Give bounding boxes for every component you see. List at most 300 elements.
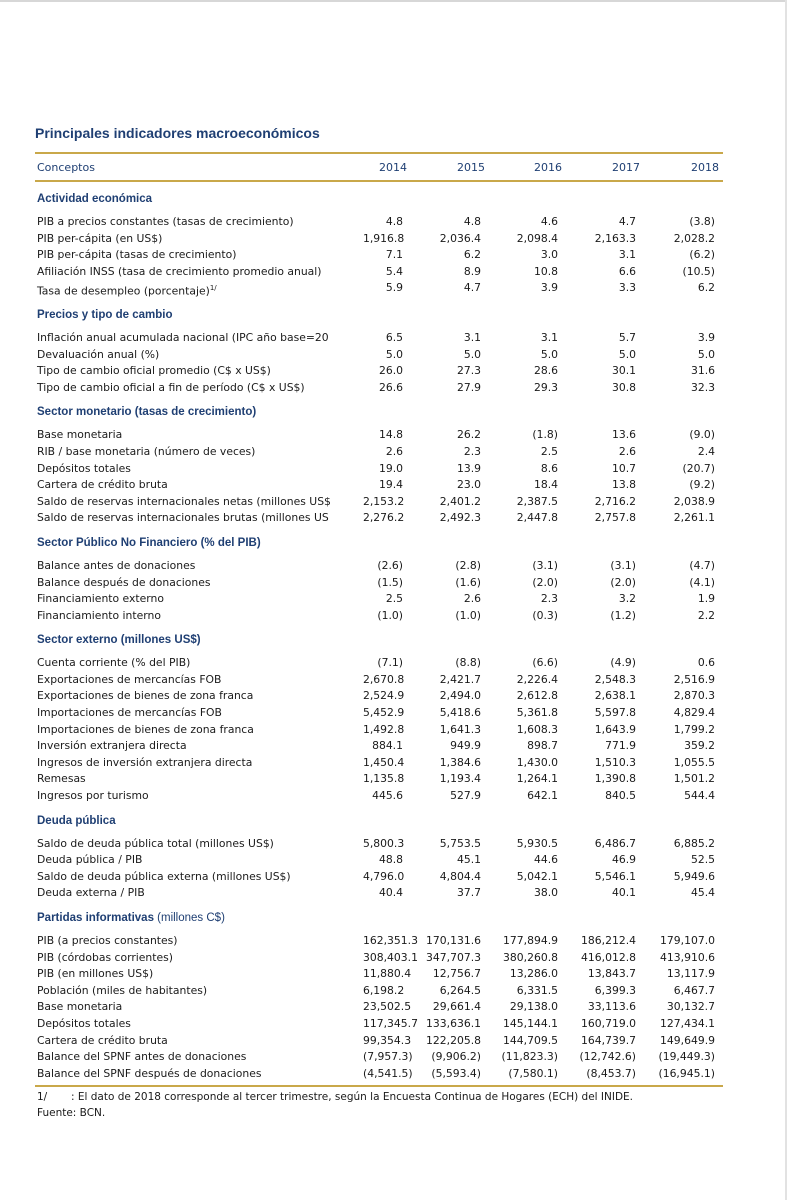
table-row [35, 771, 723, 788]
cell-value: (2.8) [455, 558, 481, 572]
row-label-text: Depósitos totales [37, 1016, 131, 1030]
cell-value: 3.1 [463, 330, 481, 344]
cell-value: 3.1 [540, 330, 558, 344]
cell-value: 2,153.2 [363, 494, 405, 508]
cell-value: (6.6) [532, 656, 558, 670]
cell-value: 7.1 [385, 248, 403, 262]
row-label [35, 1033, 363, 1050]
cell-value: 4.7 [618, 215, 636, 228]
cell-value: 413,910.6 [660, 950, 715, 964]
table-row [35, 852, 723, 869]
cell-value: 160,719.0 [581, 1016, 636, 1030]
section-heading [35, 191, 723, 208]
row-label [35, 852, 363, 869]
cell-value: 2.6 [618, 444, 636, 458]
cell-value: 6.2 [697, 281, 715, 295]
cell-value: 28.6 [533, 364, 558, 378]
section-title: Precios y tipo de cambio [37, 308, 173, 321]
row-label [35, 231, 363, 248]
cell-value: 2,036.4 [439, 231, 481, 245]
cell-value: 5,042.1 [516, 869, 558, 883]
row-label [35, 280, 363, 297]
row-label-text: Cartera de crédito bruta [37, 478, 168, 492]
table-row [35, 494, 723, 511]
row-label-text: Ingresos de inversión extranjera directa [37, 755, 253, 769]
table-row [35, 214, 723, 231]
row-label [35, 591, 363, 608]
cell-value: 13.9 [456, 461, 481, 475]
cell-value: 3.9 [540, 281, 558, 295]
row-label-text: Base monetaria [37, 1000, 123, 1014]
row-label [35, 380, 363, 397]
cell-value: 2,276.2 [363, 511, 405, 525]
row-label-text: Base monetaria [37, 428, 123, 442]
row-label-text: Devaluación anual (%) [37, 347, 160, 361]
table-row [35, 1066, 723, 1083]
cell-value: 2,387.5 [516, 494, 558, 508]
cell-value: 5.0 [463, 347, 481, 361]
row-label-text: Financiamiento externo [37, 592, 164, 606]
cell-value: (1.6) [455, 575, 481, 589]
cell-value: (7,580.1) [508, 1066, 558, 1080]
cell-value: 5,546.1 [594, 869, 636, 883]
row-label-text: Saldo de deuda pública total (millones US$) [37, 836, 274, 850]
table-row [35, 380, 723, 397]
cell-value: 1,916.8 [363, 231, 405, 245]
footnote-mark: 1/ [37, 1091, 48, 1104]
table-row [35, 999, 723, 1016]
header-year: 2018 [691, 160, 719, 174]
cell-value: 3.2 [618, 592, 636, 606]
cell-value: 2.6 [385, 444, 403, 458]
section-title: Sector Público No Financiero (% del PIB) [37, 536, 261, 549]
row-label-text: RIB / base monetaria (número de veces) [37, 444, 256, 458]
cell-value: 14.8 [378, 428, 403, 442]
cell-value: (1.5) [377, 575, 403, 589]
cell-value: 127,434.1 [660, 1016, 715, 1030]
cell-value: 5,418.6 [439, 706, 481, 720]
cell-value: 44.6 [533, 853, 558, 867]
row-label [35, 494, 363, 511]
cell-value: 1,608.3 [516, 722, 558, 736]
table-body [35, 191, 723, 1082]
cell-value: 13,286.0 [509, 967, 558, 981]
row-label-text: Tipo de cambio oficial a fin de período (C$ x US$) [37, 380, 305, 394]
cell-value: 8.9 [463, 264, 481, 278]
section-title: Actividad económica [37, 193, 153, 205]
section-title: Sector externo (millones US$) [37, 634, 201, 647]
cell-value: 10.7 [611, 461, 636, 475]
cell-value: (11,823.3) [501, 1050, 558, 1064]
cell-value: 5,452.9 [363, 706, 405, 720]
row-label-text: Cartera de crédito bruta [37, 1033, 168, 1047]
row-label [35, 1016, 363, 1033]
cell-value: 26.2 [456, 428, 481, 442]
cell-value: 6,467.7 [673, 983, 715, 997]
cell-value: 771.9 [605, 739, 636, 753]
cell-value: (10.5) [682, 264, 715, 278]
cell-value: 2,757.8 [594, 511, 636, 525]
cell-value: (1.0) [455, 608, 481, 622]
cell-value: (12,742.6) [579, 1050, 636, 1064]
row-label [35, 264, 363, 281]
row-label [35, 347, 363, 364]
section-heading [35, 813, 723, 830]
table-row [35, 933, 723, 950]
cell-value: 11,880.4 [363, 967, 412, 981]
table-row [35, 280, 723, 297]
cell-value: 5.0 [618, 347, 636, 361]
row-label [35, 983, 363, 1000]
row-label-text: Remesas [37, 772, 86, 786]
cell-value: 2,163.3 [594, 231, 636, 245]
row-label [35, 836, 363, 853]
cell-value: 4,804.4 [439, 869, 481, 883]
cell-value: 5,597.8 [594, 706, 636, 720]
row-label [35, 558, 363, 575]
table-row [35, 444, 723, 461]
table-row [35, 427, 723, 444]
row-label-text: Saldo de reservas internacionales brutas (millones US [37, 511, 329, 525]
table-row [35, 885, 723, 902]
cell-value: (2.6) [377, 558, 403, 572]
table-row [35, 1033, 723, 1050]
row-label-text: Balance antes de donaciones [37, 558, 196, 572]
table-row [35, 672, 723, 689]
cell-value: (8,453.7) [586, 1066, 636, 1080]
cell-value: 46.9 [611, 853, 636, 867]
cell-value: 162,351.3 [363, 934, 418, 947]
cell-value: 6.5 [385, 330, 403, 344]
row-label-text: PIB (córdobas corrientes) [37, 950, 173, 964]
cell-value: (2.0) [610, 575, 636, 589]
row-label [35, 477, 363, 494]
page-title: Principales indicadores macroeconómicos [35, 125, 320, 141]
row-label [35, 722, 363, 739]
top-border [0, 0, 787, 2]
row-label-text: PIB per-cápita (en US$) [37, 231, 163, 245]
cell-value: 4,829.4 [673, 706, 715, 720]
cell-value: 2.6 [463, 592, 481, 606]
cell-value: 122,205.8 [426, 1033, 481, 1047]
cell-value: 5.0 [697, 347, 715, 361]
table-row [35, 558, 723, 575]
cell-value: 26.6 [378, 380, 403, 394]
cell-value: (19,449.3) [658, 1050, 715, 1064]
row-label [35, 933, 363, 950]
row-label-text: Exportaciones de bienes de zona franca [37, 689, 254, 703]
cell-value: 2.3 [463, 444, 481, 458]
table-row [35, 836, 723, 853]
cell-value: (3.8) [689, 215, 715, 228]
row-label-text: Importaciones de bienes de zona franca [37, 722, 254, 736]
cell-value: 40.1 [611, 886, 636, 900]
row-label [35, 999, 363, 1016]
cell-value: 27.3 [456, 364, 481, 378]
table-row [35, 363, 723, 380]
footnote-text: : El dato de 2018 corresponde al tercer trimestre, según la Encuesta Continua de Hogares (ECH) del INIDE. [71, 1091, 634, 1104]
cell-value: (1.8) [532, 428, 558, 442]
section-heading [35, 910, 723, 927]
table-row [35, 755, 723, 772]
cell-value: 48.8 [378, 853, 403, 867]
cell-value: 1,390.8 [594, 772, 636, 786]
cell-value: 1,264.1 [516, 772, 558, 786]
cell-value: 177,894.9 [503, 934, 558, 947]
row-label [35, 672, 363, 689]
table-row [35, 688, 723, 705]
cell-value: 2,516.9 [673, 672, 715, 686]
cell-value: 13.8 [611, 478, 636, 492]
cell-value: 19.0 [378, 461, 403, 475]
header-concepts: Conceptos [37, 160, 95, 174]
table-row [35, 983, 723, 1000]
cell-value: 31.6 [690, 364, 715, 378]
section-title: Partidas informativas [37, 912, 154, 924]
cell-value: 2.2 [697, 608, 715, 622]
cell-value: 1,501.2 [673, 772, 715, 786]
section-title: Sector monetario (tasas de crecimiento) [37, 406, 257, 419]
row-label [35, 608, 363, 625]
cell-value: 5.4 [385, 264, 403, 278]
cell-value: 145,144.1 [503, 1016, 558, 1030]
cell-value: (2.0) [532, 575, 558, 589]
cell-value: 5.0 [540, 347, 558, 361]
cell-value: 840.5 [605, 789, 636, 803]
cell-value: (4.7) [689, 558, 715, 572]
cell-value: 359.2 [684, 739, 715, 753]
row-label [35, 788, 363, 805]
cell-value: 23,502.5 [363, 1000, 412, 1014]
cell-value: 5,930.5 [516, 836, 558, 850]
cell-value: 1,135.8 [363, 772, 405, 786]
table-row [35, 330, 723, 347]
cell-value: 2,401.2 [439, 494, 481, 508]
cell-value: 133,636.1 [426, 1016, 481, 1030]
cell-value: 5,800.3 [363, 836, 405, 850]
table-row [35, 608, 723, 625]
cell-value: 1,492.8 [363, 722, 405, 736]
row-label-text: Ingresos por turismo [37, 789, 149, 803]
cell-value: 32.3 [690, 380, 715, 394]
cell-value: (3.1) [610, 558, 636, 572]
cell-value: 642.1 [527, 789, 558, 803]
cell-value: 8.6 [540, 461, 558, 475]
row-label-text: Deuda externa / PIB [37, 886, 145, 900]
row-label [35, 950, 363, 967]
cell-value: 3.0 [540, 248, 558, 262]
cell-value: 1,384.6 [439, 755, 481, 769]
cell-value: 12,756.7 [432, 967, 481, 981]
cell-value: 186,212.4 [581, 934, 636, 947]
cell-value: 45.1 [456, 853, 481, 867]
cell-value: 1,430.0 [516, 755, 558, 769]
cell-value: 117,345.7 [363, 1016, 418, 1030]
cell-value: 13,843.7 [587, 967, 636, 981]
cell-value: (7.1) [377, 656, 403, 670]
row-label [35, 869, 363, 886]
cell-value: 4.6 [540, 215, 558, 228]
cell-value: 2,226.4 [516, 672, 558, 686]
table-row [35, 1049, 723, 1066]
cell-value: (9,906.2) [431, 1050, 481, 1064]
cell-value: 949.9 [450, 739, 481, 753]
cell-value: 6,264.5 [439, 983, 481, 997]
source-note: Fuente: BCN. [37, 1107, 106, 1120]
row-label-text: Tasa de desempleo (porcentaje) [37, 284, 210, 297]
table-row [35, 461, 723, 478]
cell-value: 179,107.0 [660, 934, 715, 947]
cell-value: 30.8 [611, 380, 636, 394]
cell-value: 4.7 [463, 281, 481, 295]
footer-divider [35, 1085, 723, 1087]
cell-value: 6,885.2 [673, 836, 715, 850]
cell-value: (5,593.4) [431, 1066, 481, 1080]
macro-indicators-table [35, 124, 723, 1121]
cell-value: 164,739.7 [581, 1033, 636, 1047]
cell-value: 6,399.3 [594, 983, 636, 997]
row-label-text: PIB (en millones US$) [37, 967, 154, 981]
cell-value: 1,510.3 [594, 755, 636, 769]
row-label-text: Depósitos totales [37, 461, 131, 475]
cell-value: 884.1 [372, 739, 403, 753]
cell-value: (8.8) [455, 656, 481, 670]
row-label-text: Cuenta corriente (% del PIB) [37, 656, 191, 670]
cell-value: 45.4 [690, 886, 715, 900]
row-label-text: Afiliación INSS (tasa de crecimiento promedio anual) [37, 264, 322, 278]
row-label [35, 688, 363, 705]
cell-value: 2.5 [385, 592, 403, 606]
cell-value: 2,524.9 [363, 689, 405, 703]
cell-value: 30.1 [611, 364, 636, 378]
cell-value: 3.1 [618, 248, 636, 262]
cell-value: 1,643.9 [594, 722, 636, 736]
cell-value: 27.9 [456, 380, 481, 394]
row-label-text: Financiamiento interno [37, 608, 161, 622]
cell-value: 1,055.5 [673, 755, 715, 769]
cell-value: (0.3) [532, 608, 558, 622]
cell-value: (16,945.1) [658, 1066, 715, 1080]
cell-value: 2,028.2 [673, 231, 715, 245]
cell-value: 0.6 [697, 656, 715, 670]
cell-value: (6.2) [689, 248, 715, 262]
row-label [35, 214, 363, 231]
header-year: 2015 [457, 160, 485, 174]
header-year: 2017 [612, 160, 640, 174]
table-row [35, 869, 723, 886]
row-label-text: Balance después de donaciones [37, 575, 211, 589]
cell-value: 2,098.4 [516, 231, 558, 245]
section-subtitle: (millones C$) [153, 912, 225, 924]
cell-value: 445.6 [372, 789, 403, 803]
header-year: 2016 [534, 160, 562, 174]
row-label [35, 885, 363, 902]
cell-value: 1,799.2 [673, 722, 715, 736]
section-title: Deuda pública [37, 814, 116, 827]
cell-value: 6,331.5 [516, 983, 558, 997]
cell-value: 13,117.9 [666, 967, 715, 981]
cell-value: 170,131.6 [426, 934, 481, 947]
cell-value: 13.6 [611, 428, 636, 442]
cell-value: 6,198.2 [363, 983, 405, 997]
cell-value: 5.9 [385, 281, 403, 295]
cell-value: 380,260.8 [503, 950, 558, 964]
cell-value: 52.5 [690, 853, 715, 867]
cell-value: 2,670.8 [363, 672, 405, 686]
cell-value: 2,261.1 [673, 511, 715, 525]
cell-value: 2,716.2 [594, 494, 636, 508]
table-row [35, 247, 723, 264]
cell-value: 5,949.6 [673, 869, 715, 883]
row-label-text: Exportaciones de mercancías FOB [37, 672, 222, 686]
cell-value: 4.8 [463, 215, 481, 228]
row-label [35, 1066, 363, 1083]
row-label-text: Balance del SPNF antes de donaciones [37, 1050, 247, 1064]
row-label [35, 755, 363, 772]
row-label [35, 705, 363, 722]
section-heading [35, 632, 723, 649]
cell-value: 2,494.0 [439, 689, 481, 703]
row-label-text: Tipo de cambio oficial promedio (C$ x US$) [37, 364, 271, 378]
table-header [35, 152, 723, 182]
cell-value: 2,421.7 [439, 672, 481, 686]
row-label [35, 738, 363, 755]
cell-value: 26.0 [378, 364, 403, 378]
row-label-text: PIB per-cápita (tasas de crecimiento) [37, 248, 237, 262]
cell-value: 347,707.3 [426, 950, 481, 964]
table-row [35, 575, 723, 592]
cell-value: 5,361.8 [516, 706, 558, 720]
cell-value: 18.4 [533, 478, 558, 492]
cell-value: 5,753.5 [439, 836, 481, 850]
cell-value: (1.2) [610, 608, 636, 622]
row-label-text: PIB a precios constantes (tasas de crecimiento) [37, 215, 294, 228]
cell-value: 4,796.0 [363, 869, 405, 883]
cell-value: 544.4 [684, 789, 715, 803]
table-row [35, 966, 723, 983]
row-label [35, 427, 363, 444]
cell-value: 3.9 [697, 330, 715, 344]
cell-value: 29.3 [533, 380, 558, 394]
cell-value: (4.1) [689, 575, 715, 589]
cell-value: (20.7) [682, 461, 715, 475]
row-label-text: Saldo de reservas internacionales netas (millones US$ [37, 494, 331, 508]
table-row [35, 950, 723, 967]
cell-value: 2,612.8 [516, 689, 558, 703]
cell-value: (9.0) [689, 428, 715, 442]
cell-value: 4.8 [385, 215, 403, 228]
table-row [35, 264, 723, 281]
row-label [35, 444, 363, 461]
row-label-text: PIB (a precios constantes) [37, 934, 178, 947]
cell-value: 2,447.8 [516, 511, 558, 525]
cell-value: 144,709.5 [503, 1033, 558, 1047]
cell-value: 30,132.7 [666, 1000, 715, 1014]
cell-value: 416,012.8 [581, 950, 636, 964]
cell-value: 2.5 [540, 444, 558, 458]
cell-value: 2.3 [540, 592, 558, 606]
cell-value: (9.2) [689, 478, 715, 492]
table-row [35, 738, 723, 755]
row-label [35, 510, 363, 527]
table-row [35, 510, 723, 527]
cell-value: 29,661.4 [432, 1000, 481, 1014]
cell-value: 5.0 [385, 347, 403, 361]
row-label [35, 575, 363, 592]
table-row [35, 722, 723, 739]
cell-value: 19.4 [378, 478, 403, 492]
row-label-text: Importaciones de mercancías FOB [37, 706, 222, 720]
